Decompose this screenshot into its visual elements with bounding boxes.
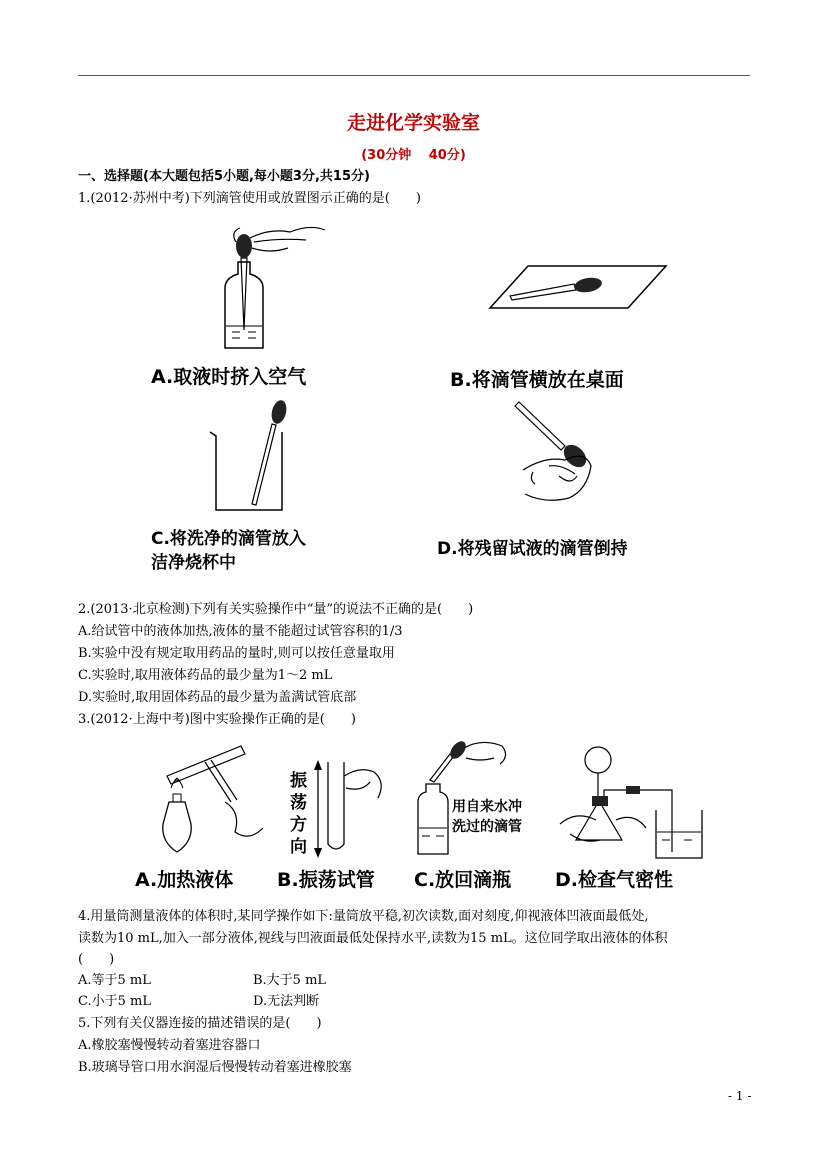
q4-option-d: D.无法判断	[253, 994, 320, 1009]
q1-caption-c-line1: C.将洗净的滴管放入	[151, 529, 306, 549]
q2-stem: 2.(2013·北京检测)下列有关实验操作中“量”的说法不正确的是( )	[78, 602, 474, 617]
page-title: 走进化学实验室	[346, 112, 480, 134]
q3-rinse-label-line2: 洗过的滴管	[452, 819, 522, 835]
q4-stem-line3: ( )	[78, 952, 115, 967]
q1-figure-a	[210, 218, 340, 358]
shake-char-2: 荡	[290, 793, 307, 813]
q5-stem: 5.下列有关仪器连接的描述错误的是( )	[78, 1016, 322, 1031]
q5-option-b: B.玻璃导管口用水润湿后慢慢转动着塞进橡胶塞	[78, 1060, 352, 1075]
q4-option-a: A.等于5 mL	[78, 973, 151, 988]
q1-caption-d: D.将残留试液的滴管倒持	[437, 539, 628, 559]
q3-rinse-label-line1: 用自来水冲	[452, 799, 522, 815]
q2-option-d: D.实验时,取用固体药品的最少量为盖满试管底部	[78, 690, 357, 705]
q4-option-c: C.小于5 mL	[78, 994, 151, 1009]
q3-figure-d	[556, 740, 706, 862]
page-number: - 1 -	[728, 1089, 752, 1103]
shake-char-1: 振	[290, 771, 307, 791]
q5-option-a: A.橡胶塞慢慢转动着塞进容器口	[78, 1038, 261, 1053]
q1-caption-a: A.取液时挤入空气	[151, 366, 307, 388]
q1-stem: 1.(2012·苏州中考)下列滴管使用或放置图示正确的是( )	[78, 191, 421, 206]
page-subtitle: (30分钟 40分)	[361, 148, 466, 163]
q1-figure-c	[208, 400, 298, 515]
q1-caption-b: B.将滴管横放在桌面	[450, 369, 624, 391]
q3-caption-b: B.振荡试管	[277, 869, 375, 891]
shake-char-3: 方	[290, 815, 307, 835]
shake-char-4: 向	[290, 837, 307, 857]
q3-caption-d: D.检查气密性	[555, 869, 673, 891]
q3-shake-direction-label	[290, 770, 307, 858]
q4-stem-line1: 4.用量筒测量液体的体积时,某同学操作如下:量筒放平稳,初次读数,面对刻度,仰视液体凹液面最低处,	[78, 909, 649, 924]
q4-option-b: B.大于5 mL	[253, 973, 327, 988]
q4-stem-line2: 读数为10 mL,加入一部分液体,视线与凹液面最低处保持水平,读数为15 mL。这位同学取出液体的体积	[78, 931, 668, 946]
q3-caption-a: A.加热液体	[135, 869, 234, 891]
q2-option-b: B.实验中没有规定取用药品的量时,则可以按任意量取用	[78, 646, 395, 661]
q1-caption-c-line2: 洁净烧杯中	[151, 553, 236, 573]
q3-figure-a	[145, 742, 275, 860]
header-rule	[78, 75, 750, 76]
q2-option-a: A.给试管中的液体加热,液体的量不能超过试管容积的1/3	[78, 624, 403, 639]
q3-figure-b	[312, 758, 387, 858]
q3-stem: 3.(2012·上海中考)图中实验操作正确的是( )	[78, 712, 356, 727]
section-heading: 一、选择题(本大题包括5小题,每小题3分,共15分)	[78, 169, 370, 184]
q2-option-c: C.实验时,取用液体药品的最少量为1～2 mL	[78, 668, 333, 683]
q1-figure-d	[515, 400, 625, 510]
q3-caption-c: C.放回滴瓶	[414, 869, 512, 891]
q1-figure-b	[488, 262, 668, 312]
